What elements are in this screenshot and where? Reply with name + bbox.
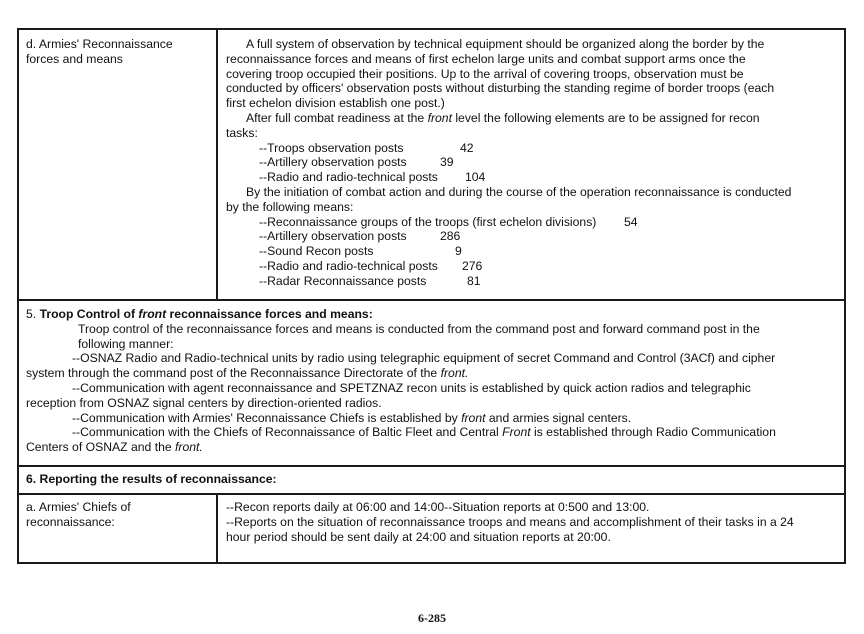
section-5-title: 5. Troop Control of front reconnaissance forces and means:	[26, 307, 373, 321]
row-divider	[17, 493, 846, 495]
section-6-title: 6. Reporting the results of reconnaissance:	[26, 472, 277, 486]
para2-line1: After full combat readiness at the front level the following elements are to be assigned for recon	[246, 110, 760, 125]
page-number: 6-285	[418, 611, 446, 625]
section-a-content: --Recon reports daily at 06:00 and 14:00--Situation reports at 0:500 and 13:00. --Reports on the situation of reconnaissance troops and means and accomplishment of their tasks in a 24 hour period should be sent daily at 24:00 and situation reports at 20:00.	[226, 500, 794, 544]
row-divider	[17, 465, 846, 467]
item4-line2: Centers of OSNAZ and the front.	[26, 440, 203, 455]
item1-line2: system through the command post of the Reconnaissance Directorate of the front.	[26, 366, 469, 381]
list-item: --Artillery observation posts 286	[259, 229, 461, 244]
section-d-content: A full system of observation by technical equipment should be organized along the border by the reconnaissance forces and means of first echelon large units and combat support arms once the covering troop occupied their positions. Up to the arrival of covering troops, observation must be conducted by officers' observation posts without disturbing the standing regime of border troops (each first echelon division establish one post.) After full combat readiness at the front level the following elements are to be assigned for recon tasks: --Troops observation posts 42 --Artillery observation posts 39 --Radio and radio-technical posts 104 By the initiation of combat action and during the course of the operation reconnaissance is conducted by the following means: --Reconnaissance groups of the troops (first echelon divisions) 54 --Artillery observation posts 286 --Sound Recon posts 9 --Radio and radio-technical posts 276 --Radar Reconnaissance posts 81	[226, 37, 840, 289]
list-item: --Sound Recon posts 9	[259, 244, 462, 259]
list-item: --Radio and radio-technical posts 104	[259, 170, 486, 185]
section-5: 5. Troop Control of front reconnaissance forces and means: Troop control of the reconnaissance forces and means is conducted from the command post and forward command post in the following manner: --OSNAZ Radio and Radio-technical units by radio using telegraphic equipment of secret Command and Control (3ACf) and cipher system through the command post of the Reconnaissance Directorate of the front. --Communication with agent reconnaissance and SPETZNAZ recon units is established by quick action radios and telegraphic reception from OSNAZ signal centers by direction-oriented radios. --Communication with Armies' Reconnaissance Chiefs is established by front and armies signal centers. --Communication with the Chiefs of Reconnaissance of Baltic Fleet and Central Front is established through Radio Communication Centers of OSNAZ and the front.	[26, 307, 842, 455]
recon-tasks-list	[226, 141, 840, 185]
list-item: --Radar Reconnaissance posts 81	[259, 273, 481, 288]
list-item: --Radio and radio-technical posts 276	[259, 258, 483, 273]
list-item: --Artillery observation posts 39	[259, 155, 454, 170]
list-item: --Reconnaissance groups of the troops (first echelon divisions) 54	[259, 214, 638, 229]
recon-means-list	[226, 215, 840, 289]
list-item: --Troops observation posts 42	[259, 140, 474, 155]
item4-line1: --Communication with the Chiefs of Reconnaissance of Baltic Fleet and Central Front is established through Radio Communication	[72, 425, 776, 440]
column-divider	[216, 493, 218, 564]
section-a-label: a. Armies' Chiefs of reconnaissance:	[26, 500, 131, 529]
row-divider	[17, 299, 846, 301]
item3: --Communication with Armies' Reconnaissance Chiefs is established by front and armies signal centers.	[72, 410, 632, 425]
column-divider	[216, 28, 218, 300]
section-d-label: d. Armies' Reconnaissance forces and means	[26, 37, 173, 66]
